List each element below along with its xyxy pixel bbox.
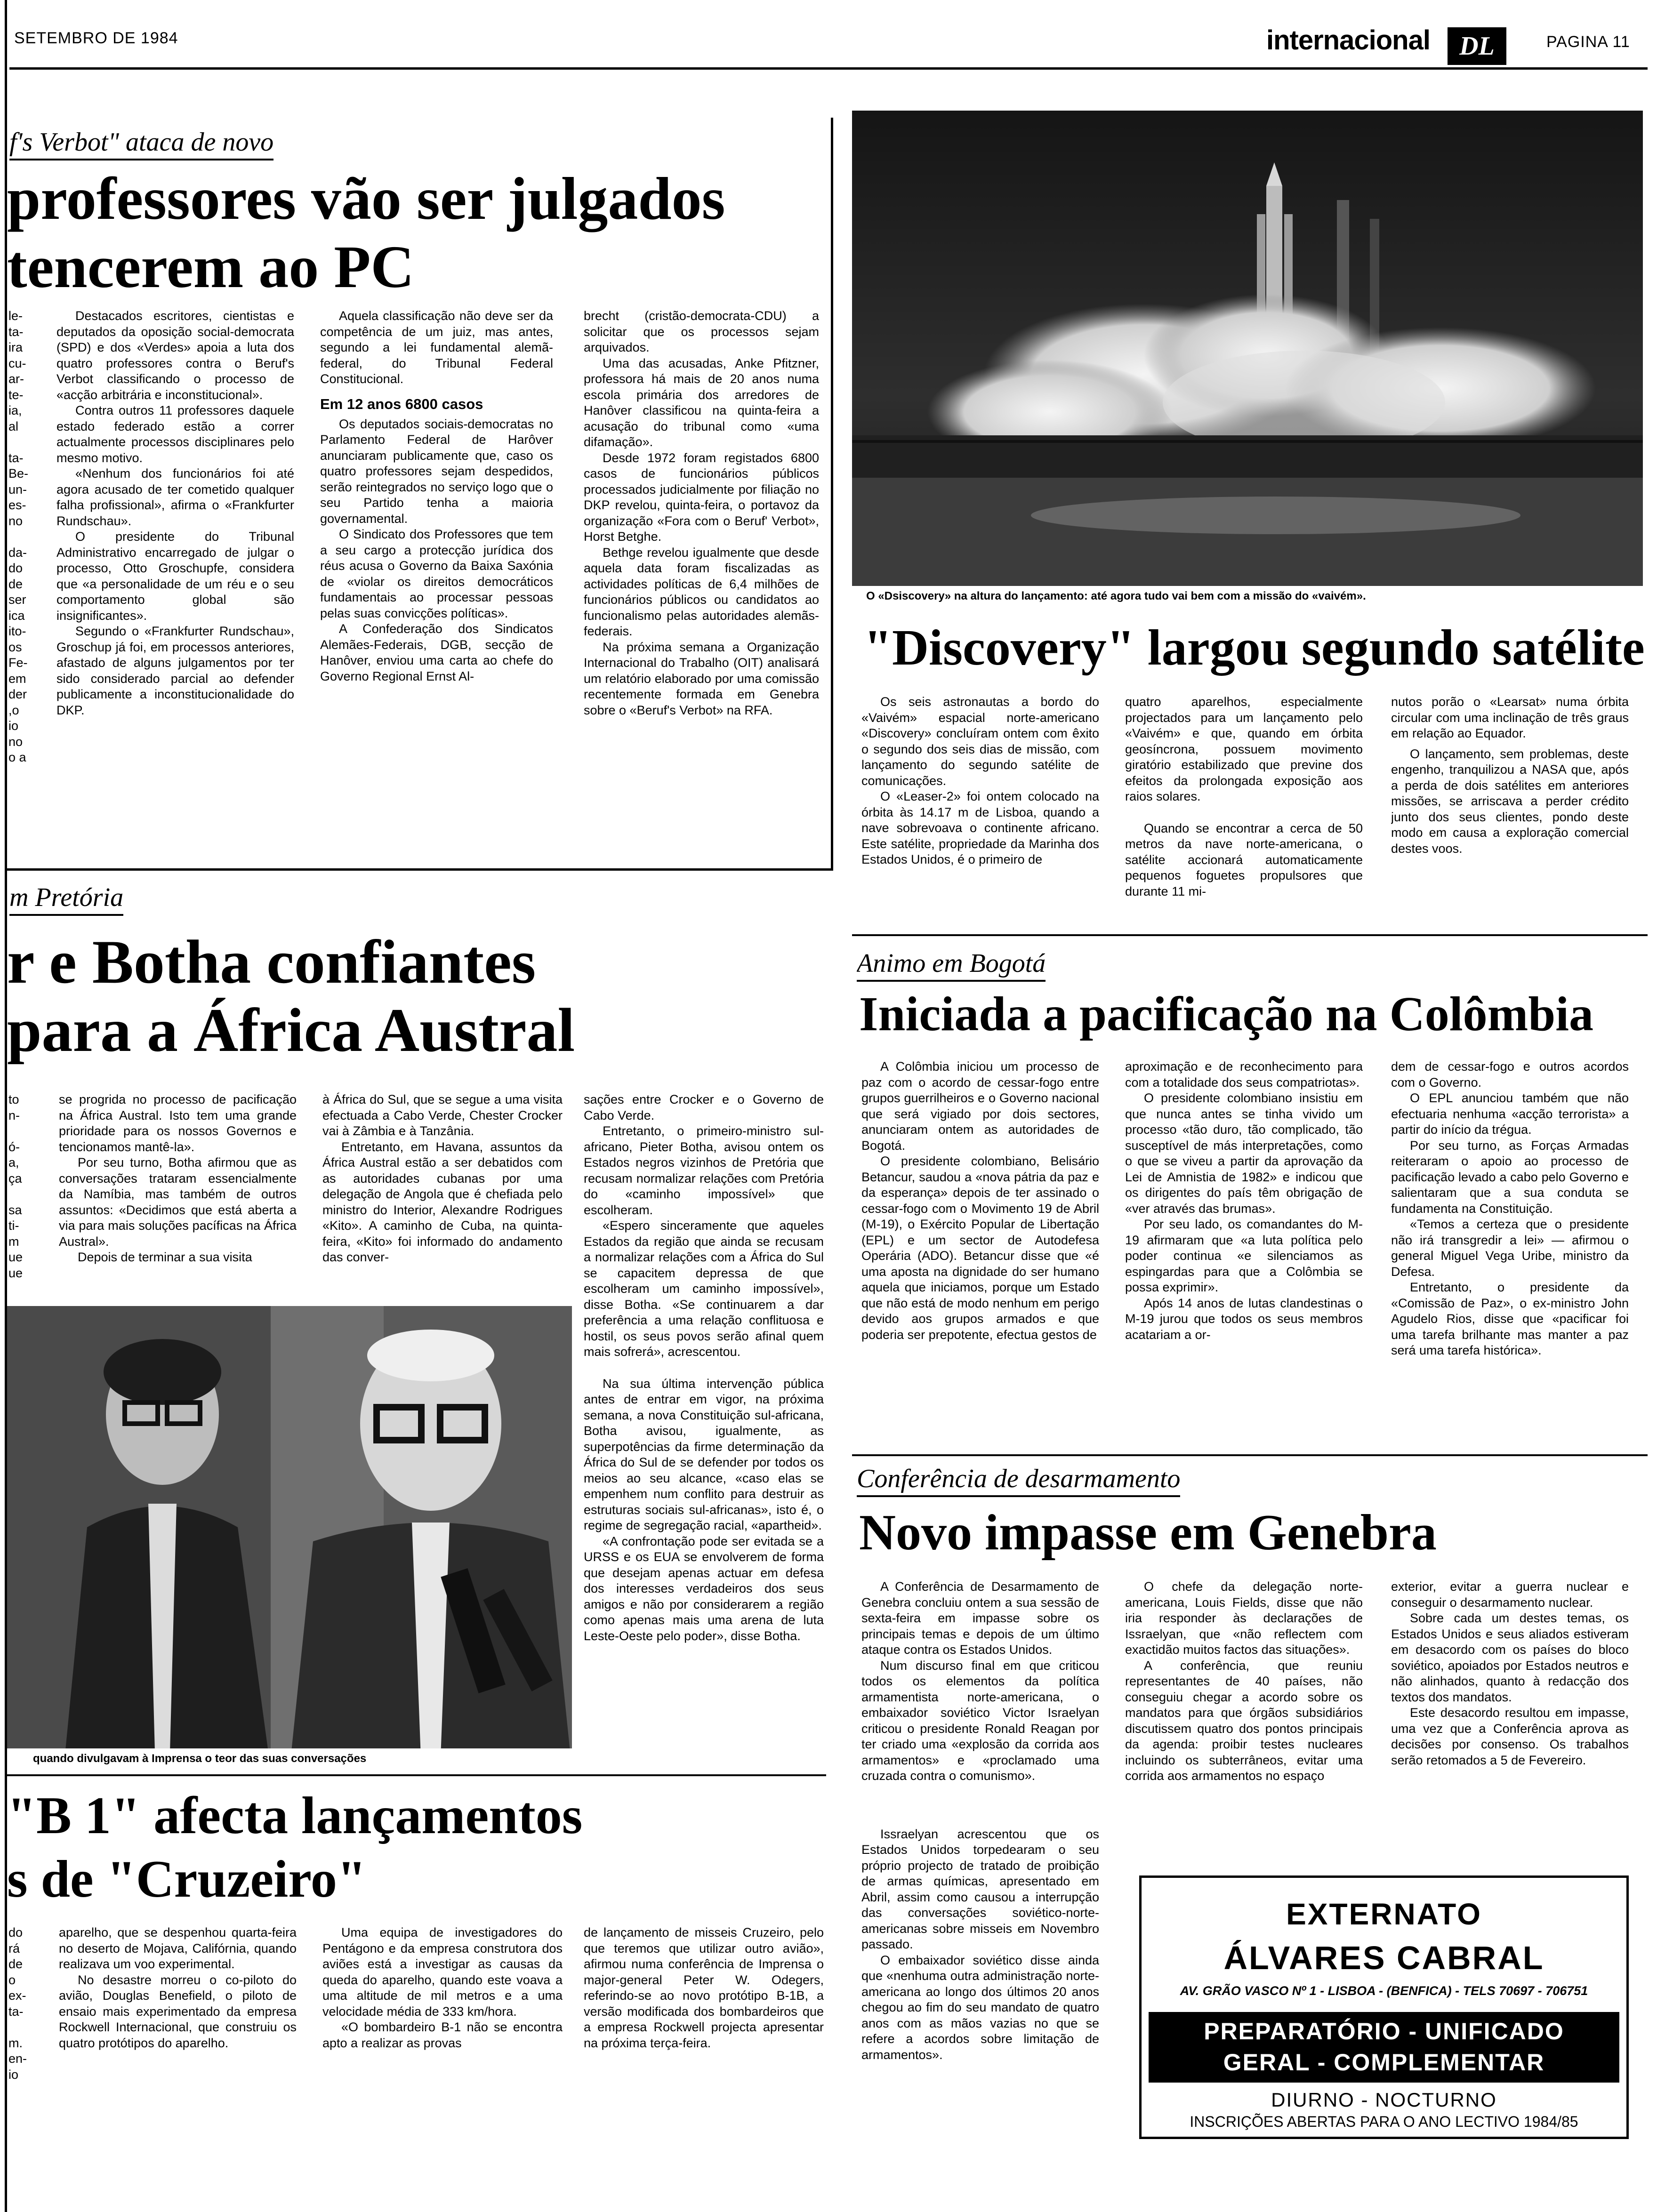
ad-banner <box>1149 2012 1619 2083</box>
article-column-3 <box>1391 694 1629 930</box>
paragraph: Por seu turno, Botha afirmou que as conversações trataram essencialmente da Namíbia, mas também de outros assuntos: «Decidimos que está aberta a via para mais soluções pacíficas na África Austral». <box>59 1155 297 1249</box>
shuttle-launch-photo <box>852 111 1643 586</box>
article-headline: Iniciada a pacificação na Colômbia <box>859 988 1594 1041</box>
paragraph: se progrida no processo de pacificação na África Austral. Isto tem uma grande prioridade para os nossos Governos e tencionamos mantê-la». <box>59 1092 297 1154</box>
paragraph: Destacados escritores, cientistas e deputados da oposição social-democrata (SPD) e dos «Verdes» apoia a luta dos quatro professores contra o Beruf's Verbot classificando o processo de «acção arbitrária e inconstitucional». <box>56 309 294 402</box>
section-title: internacional <box>1266 25 1430 56</box>
page-number: PAGINA 11 <box>1546 33 1630 51</box>
article-column-3 <box>1391 1579 1629 1843</box>
paragraph: O «Leaser-2» foi ontem colocado na órbita às 14.17 m de Lisboa, quando a nave sobrevoava o continente africano. Este satélite, propriedade da Marinha dos Estados Unidos, é o primeiro de <box>861 789 1099 866</box>
paragraph: Os deputados sociais-democratas no Parlamento Federal de Harôver anunciaram publicamente que, caso os quatro professores sejam despedidos, serão reintegrados no serviço logo que o seu Partido tenha a maioria governamental. <box>320 417 553 526</box>
clipped-column-fragment: le- ta- ira cu- ar- te- ia, al ta- Be- un- es- no da- do de ser ica ito- os Fe- em der ,o io no o a <box>8 309 29 764</box>
article-column-2 <box>322 1925 563 2113</box>
paragraph: Após 14 anos de lutas clandestinas o M-19 jurou que todos os seus membros acatariam a or- <box>1125 1296 1363 1342</box>
article-headline: professores vão ser julgados <box>7 167 725 232</box>
paragraph: Entretanto, o presidente da «Comissão de Paz», o ex-ministro John Agudelo Rios, disse que «pacificar foi uma tarefa brilhante mas manter a paz será uma tarefa histórica». <box>1391 1280 1629 1357</box>
shuttle-launch-illustration <box>852 111 1643 586</box>
paragraph: A Colômbia iniciou um processo de paz com o acordo de cessar-fogo entre grupos guerrilheiros e o Governo nacional que será vigiado por dois sectores, anunciaram ontem as autoridades de Bogotá. <box>861 1059 1099 1153</box>
paragraph: Desde 1972 foram registados 6800 casos de funcionários públicos processados judicialmente por filiação no DKP revelou, quinta-feira, o portavoz da organização «Fora com o Beruf' Verbot», Horst Betghe. <box>584 450 819 544</box>
paragraph: Este desacordo resultou em impasse, uma vez que a Conferência aprova as decisões por consenso. Os trabalhos serão retomados a 5 de Fevereiro. <box>1391 1706 1629 1767</box>
ad-enrolment: INSCRIÇÕES ABERTAS PARA O ANO LECTIVO 1984/85 <box>1190 2113 1578 2130</box>
section-rule <box>852 1454 1648 1456</box>
paragraph: O embaixador soviético disse ainda que «nenhuma outra administração norte-americana ao longo dos últimos 20 anos chegou ao fim do seu mandato de quatro anos com as mãos vazias no que se refere a acordos sobre limitação de armamentos». <box>861 1953 1099 2062</box>
paragraph: aparelho, que se despenhou quarta-feira no deserto de Mojava, Califórnia, quando realizava um voo experimental. <box>59 1925 297 1971</box>
photo-caption: quando divulgavam à Imprensa o teor das suas conversações <box>33 1752 570 1769</box>
paragraph: A Confederação dos Sindicatos Alemães-Federais, DGB, secção de Hanôver, enviou uma carta ao chefe do Governo Regional Ernst Al- <box>320 622 553 683</box>
paragraph: O presidente colombiano, Belisário Betancur, saudou a «nova pátria da paz e da esperança» depois de ter assinado o cessar-fogo com o Movimento 19 de Abril (M-19), o Exército Popular de Libertação (EPL) e um sector de Autodefesa Operária (ADO). Betancur disse que «é uma aposta na dignidade do ser humano aquela que iniciamos, porque um Estado que não está de modo nenhum em perigo devido aos grupos armados e que poderia ser prepotente, efectua gestos de <box>861 1154 1099 1342</box>
paragraph: exterior, evitar a guerra nuclear e conseguir o desarmamento nuclear. <box>1391 1579 1629 1610</box>
ad-title: EXTERNATO <box>1286 1897 1482 1931</box>
ad-address: AV. GRÃO VASCO Nº 1 - LISBOA - (BENFICA) - TELS 70697 - 706751 <box>1180 1984 1588 1998</box>
paragraph: O presidente do Tribunal Administrativo encarregado de julgar o processo, Otto Groschupfe, considera que «a personalidade de um réu e o seu comportamento global são insignificantes». <box>56 529 294 623</box>
paragraph: Uma das acusadas, Anke Pfitzner, professora há mais de 20 anos numa escola primária dos arredores de Hanôver classificou na quinta-feira a acusação do tribunal como «uma difamação». <box>584 356 819 449</box>
paragraph: Segundo o «Frankfurter Rundschau», Groschup já foi, em processos anteriores, afastado de alguns julgamentos por ter sido considerado parcial ao defender publicamente a inconstitucionalidade do DKP. <box>56 624 294 717</box>
press-conference-illustration <box>7 1306 572 1770</box>
ad-schedule: DIURNO - NOCTURNO <box>1271 2089 1497 2111</box>
paragraph: Entretanto, em Havana, assuntos da África Austral estão a ser debatidos com as autoridades cubanas por uma delegação de Angola que é chefiada pelo ministro do Interior, Alexandre Rodrigues «Kito». A caminho de Cuba, na quinta-feira, «Kito» foi informado do andamento das conver- <box>322 1139 563 1264</box>
article-kicker: m Pretória <box>9 882 245 920</box>
paragraph: brecht (cristão-democrata-CDU) a solicitar que os processos sejam arquivados. <box>584 309 819 354</box>
paragraph: O EPL anunciou também que não efectuaria nenhuma «acção terrorista» a partir do início da trégua. <box>1391 1091 1629 1137</box>
article-column-1 <box>861 694 1099 930</box>
paragraph: O Sindicato dos Professores que tem a seu cargo a protecção jurídica dos réus acusa o Governo da Baixa Saxónia de «violar os direitos democráticos fundamentais ao processar pessoas pelas suas convicções políticas». <box>320 527 553 620</box>
crocker-botha-photo <box>7 1306 572 1770</box>
article-column-2 <box>1125 1579 1363 1843</box>
article-column-2 <box>320 308 553 850</box>
ad-banner-line-2: GERAL - COMPLEMENTAR <box>1223 2049 1545 2076</box>
photo-caption: O «Dsiscovery» na altura do lançamento: até agora tudo vai bem com a missão do «vaivém». <box>866 590 1366 602</box>
paragraph: Num discurso final em que criticou todos os elementos da política armamentista norte-americana, o embaixador soviético Victor Israelyan criticou o presidente Ronald Reagan por ter criado uma «explosão da corrida aos armamentos» e «proclamado uma cruzada contra o comunismo». <box>861 1658 1099 1783</box>
paragraph: Sobre cada um destes temas, os Estados Unidos e seus aliados estiveram em desacordo com os países do bloco soviético, apoiados por Estados neutros e não alinhados, quanto à redacção dos textos dos mandatos. <box>1391 1611 1629 1704</box>
subheading: Em 12 anos 6800 casos <box>320 395 483 412</box>
ad-banner-line-1: PREPARATÓRIO - UNIFICADO <box>1204 2018 1564 2044</box>
paragraph: Depois de terminar a sua visita <box>78 1250 252 1264</box>
paragraph: aproximação e de reconhecimento para com a totalidade dos seus compatriotas». <box>1125 1059 1363 1090</box>
section-rule <box>852 934 1648 936</box>
paragraph: quatro aparelhos, especialmente projectados para um lançamento pelo «Vaivém» e que, quando em órbita geosíncrona, possuem movimento giratório estabilizado que previne dos efeitos da prolongada exposição aos raios solares. <box>1125 695 1363 803</box>
article-kicker: Conferência de desarmamento <box>857 1464 1280 1501</box>
article-headline: "B 1" afecta lançamentos <box>7 1788 583 1845</box>
article-column-1 <box>861 1579 1099 2200</box>
paragraph: Aquela classificação não deve ser da competência de um juiz, mas antes, segundo a lei fundamental alemã-federal, do Tribunal Federal Constitucional. <box>320 309 553 386</box>
article-headline-line-2: para a África Austral <box>7 998 575 1065</box>
paragraph: Contra outros 11 professores daquele estado federado estão a correr actualmente processos disciplinares pelo mesmo motivo. <box>56 403 294 465</box>
newspaper-logo: DL <box>1448 27 1506 65</box>
paragraph: «Espero sinceramente que aqueles Estados da região que ainda se recusam a normalizar relações com a África do Sul se capacitem depressa de que escolheram um caminho impossível», disse Botha. «Se continuarem a dar preferência a uma relação conflituosa e hostil, os seus povos serão afinal quem mais sofrerá», acrescentou. <box>584 1218 824 1359</box>
paragraph: dem de cessar-fogo e outros acordos com o Governo. <box>1391 1059 1629 1090</box>
paragraph: Por seu lado, os comandantes do M-19 afirmaram que «a luta política pelo poder continua «e silenciamos as espingardas para que a Colômbia se possa exprimir». <box>1125 1217 1363 1294</box>
article-headline: r e Botha confiantes <box>7 930 536 996</box>
ad-school-name: ÁLVARES CABRAL <box>1223 1940 1544 1976</box>
paragraph: O lançamento, sem problemas, deste engenho, tranquilizou a NASA que, após a perda de dois satélites em anteriores missões, se arriscava a perder crédito junto dos seus clientes, pondo deste modo em causa a exploração comercial destes voos. <box>1391 746 1629 856</box>
article-column-3 <box>584 1925 824 2113</box>
paragraph: Issraelyan acrescentou que os Estados Unidos torpedearam o seu próprio projecto de tratado de proibição de armas químicas, apresentado em Abril, assim como causou a interrupção das conversações soviético-norte-americanas sobre misseis em Novembro passado. <box>861 1827 1099 1951</box>
clipped-column-fragment: do rá de o ex- ta- m. en- io <box>8 1925 27 2082</box>
paragraph: Bethge revelou igualmente que desde aquela data foram fiscalizadas as actividades políticas de 6,4 milhões de funcionários públicos ou candidatos ao funcionalismo pelas autoridades alemãs-federais. <box>584 545 819 638</box>
article-headline-line-2: tencerem ao PC <box>7 235 414 300</box>
paragraph: Por seu turno, as Forças Armadas reiteraram o apoio ao processo de pacificação levado a cabo pelo Governo e salientaram que a sua conduta se fundamenta na Constituição. <box>1391 1138 1629 1216</box>
paragraph: nutos porão o «Learsat» numa órbita circular com uma inclinação de três graus em relação ao Equador. <box>1391 695 1629 740</box>
clipped-column-fragment: to n- ó- a, ça sa ti- m ue ue <box>8 1092 23 1280</box>
section-rule <box>7 1774 826 1776</box>
article-column-2 <box>1125 694 1363 930</box>
article-column-1 <box>59 1092 297 1299</box>
paragraph: de lançamento de misseis Cruzeiro, pelo que teremos que utilizar outro avião», afirmou numa conferência de Imprensa o major-general Peter W. Odegers, referindo-se ao novo protótipo B-1B, a versão modificada dos bombardeiros que a empresa Rockwell projecta apresentar na próxima terça-feira. <box>584 1925 824 2050</box>
paragraph: Uma equipa de investigadores do Pentágono e da empresa construtora dos aviões está a investigar as causas da queda do aparelho, quando este voava a uma altitude de mil metros e a uma velocidade média de 333 km/hora. <box>322 1925 563 2019</box>
paragraph: Na próxima semana a Organização Internacional do Trabalho (OIT) analisará um relatório elaborado por uma comissão recentemente formada em Genebra sobre o «Beruf's Verbot» na RFA. <box>584 640 819 717</box>
article-headline-line-2: s de "Cruzeiro" <box>7 1852 367 1908</box>
article-column-3 <box>584 308 819 850</box>
paragraph: Na sua última intervenção pública antes de entrar em vigor, na próxima semana, a nova Constituição sul-africana, Botha avisou, igualmente, as superpotências da firme determinação da África do Sul de se defender por todos os meios ao seu alcance, «caso elas se empenhem num conflito para destruir as estruturas sociais sul-africanas», isto é, o regime de segregação racial, «apartheid». <box>584 1376 824 1532</box>
paragraph: No desastre morreu o co-piloto do avião, Douglas Benefield, o piloto de ensaio mais experimentado da empresa Rockwell Internacional, que construiu os quatro protótipos do aparelho. <box>59 1972 297 2050</box>
article-column-1 <box>56 308 294 850</box>
paragraph: O presidente colombiano insistiu em que nunca antes se tinha vivido um processo «tão duro, tão complicado, tão susceptível de más interpretações, como o que se viveu a partir da aprovação da Lei de Amnistia de 1982» e indicou que os dirigentes do país têm obrigação de «ver através das brumas». <box>1125 1091 1363 1216</box>
article-headline: Novo impasse em Genebra <box>859 1506 1437 1561</box>
article-kicker: f's Verbot" ataca de novo <box>9 127 339 165</box>
paragraph: A conferência, que reuniu representantes de 40 países, não conseguiu chegar a acordo sobre os mandatos para que órgãos subsidiários discutissem quatro dos pontos principais da agenda: proibir testes nucleares incluindo os subterrâneos, evitar uma corrida aos armamentos no espaço <box>1125 1658 1363 1783</box>
paragraph: Quando se encontrar a cerca de 50 metros da nave norte-americana, o satélite accionará automaticamente pequenos foguetes propulsores que durante 11 mi- <box>1125 821 1363 898</box>
article-kicker: Animo em Bogotá <box>857 948 1186 986</box>
paragraph: «Nenhum dos funcionários foi até agora acusado de ter cometido qualquer falha profissional», afirma o «Frankfurter Rundschau». <box>56 466 294 528</box>
article-column-1 <box>59 1925 297 2113</box>
paragraph: A Conferência de Desarmamento de Genebra concluiu ontem a sua sessão de sexta-feira em impasse sobre os principais temas e depois de um último ataque contra os Estados Unidos. <box>861 1579 1099 1657</box>
school-advertisement <box>1139 1875 1629 2139</box>
paragraph: «O bombardeiro B-1 não se encontra apto a realizar as provas <box>322 2020 563 2050</box>
paragraph: sações entre Crocker e o Governo de Cabo Verde. <box>584 1092 824 1122</box>
header-date: SETEMBRO DE 1984 <box>14 29 178 47</box>
paragraph: à África do Sul, que se segue a uma visita efectuada a Cabo Verde, Chester Crocker vai à Zâmbia e à Tanzânia. <box>322 1092 563 1138</box>
paragraph: Os seis astronautas a bordo do «Vaivém» espacial norte-americano «Discovery» concluíram ontem com êxito o segundo dos seis dias de missão, com lançamento do segundo satélite de comunicações. <box>861 695 1099 788</box>
paragraph: Entretanto, o primeiro-ministro sul-africano, Pieter Botha, avisou ontem os Estados negros vizinhos de Pretória que recusam normalizar relações com Pretória do «caminho impossível» que escolheram. <box>584 1124 824 1217</box>
paragraph: «Temos a certeza que o presidente não irá transgredir a lei» — afirmou o general Miguel Vega Uribe, ministro da Defesa. <box>1391 1217 1629 1279</box>
header-rule <box>9 67 1648 70</box>
paragraph: O chefe da delegação norte-americana, Louis Fields, disse que não iria responder às declarações de Issraelyan, que «não reflectem com exactidão muitos factos das situações». <box>1125 1579 1363 1657</box>
article-column-2 <box>322 1092 563 1299</box>
article-headline: "Discovery" largou segundo satélite <box>864 621 1645 676</box>
article-column-3 <box>584 1092 824 1779</box>
paragraph: «A confrontação pode ser evitada se a URSS e os EUA se envolverem de forma que desejam apenas actuar em defesa dos interesses verdadeiros dos seus amigos e não por considerarem a região como apenas mais uma arena de luta Leste-Oeste pelo poder», disse Botha. <box>584 1534 824 1643</box>
